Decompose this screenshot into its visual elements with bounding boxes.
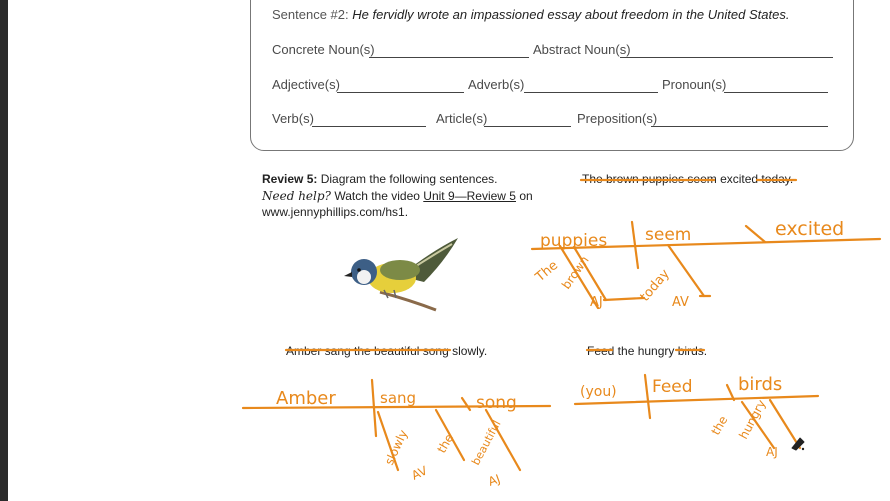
concrete-noun-label: Concrete Noun(s) [272,42,375,57]
d3-object: birds [738,374,783,395]
on-text: on [519,189,533,203]
d2-mod-slowly: slowly [382,427,411,468]
sentence-1: The brown puppies seem excited today. [582,172,794,186]
need-help-label: Need help? [262,189,331,203]
adjective-label: Adjective(s) [272,77,340,92]
d1-verb: seem [645,225,692,245]
d2-mod-the: the [434,431,457,456]
d1-subject: puppies [540,231,608,251]
d2-mod-av: AV [409,463,430,483]
sentence-3: Feed the hungry birds. [587,344,708,358]
d2-subject: Amber [276,388,336,409]
d3-subject: (you) [580,384,617,400]
d2-verb: sang [380,389,417,407]
diagram-2 [243,380,550,489]
review-title: Review 5: [262,172,318,186]
d3-verb: Feed [652,377,693,397]
d2-mod-beautiful: beautiful [469,418,504,468]
adverb-label: Adverb(s) [468,77,525,92]
sentence-2: Amber sang the beautiful song slowly. [286,344,488,358]
d2-mod-aj: AJ [486,471,503,489]
review-instruction: Diagram the following sentences. [320,172,498,186]
article-label: Article(s) [436,111,488,126]
d1-complement: excited [775,218,845,240]
d2-object: song [476,393,517,413]
diagram-3 [575,374,818,459]
sentence-label: Sentence #2: [272,7,349,22]
pronoun-label: Pronoun(s) [662,77,727,92]
d1-mod-av: AV [672,295,689,310]
video-link[interactable]: Unit 9—Review 5 [423,189,516,203]
url-text[interactable]: www.jennyphillips.com/hs1. [262,205,409,219]
watch-text: Watch the video [334,189,420,203]
d3-mod-hungry: hungry [736,397,769,442]
d1-mod-today: today [637,266,673,305]
diagram-1 [532,218,880,310]
d1-mod-the: The [532,258,562,286]
sentence-text: He fervidly wrote an impassioned essay about freedom in the United States. [352,7,790,22]
d1-mod-aj: AJ [590,295,603,310]
d1-mod-brown: brown [558,253,592,292]
d3-mod-aj: AJ [766,445,778,459]
verb-label: Verb(s) [272,111,314,126]
d3-mod-the: the [708,413,731,438]
preposition-label: Preposition(s) [577,111,658,126]
abstract-noun-label: Abstract Noun(s) [533,42,631,57]
